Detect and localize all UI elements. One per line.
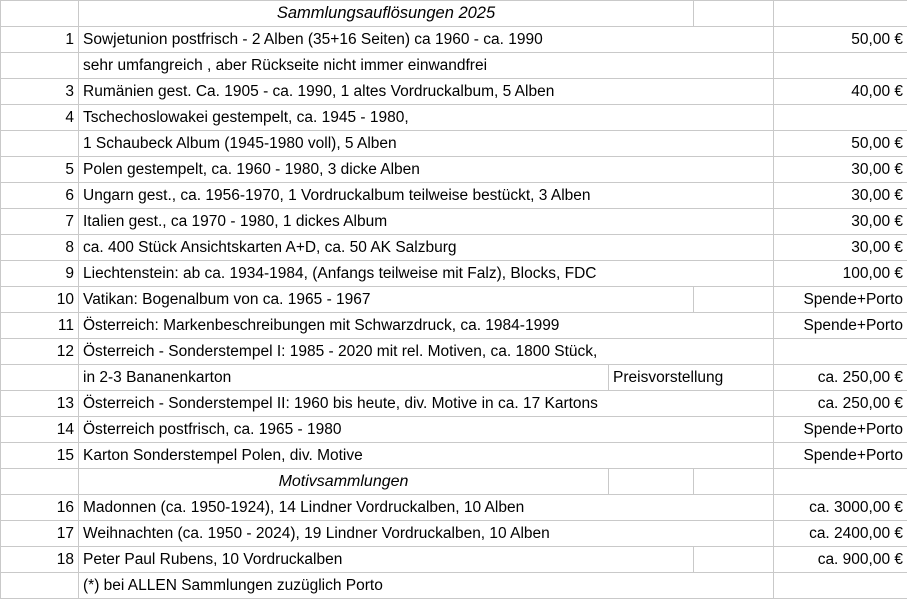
table-row — [1, 183, 907, 209]
table-row — [1, 521, 907, 547]
row-price — [774, 105, 907, 131]
row-number — [1, 131, 79, 157]
cell-empty — [774, 469, 907, 495]
table-row-title — [1, 1, 907, 27]
row-description: Peter Paul Rubens, 10 Vordruckalben — [79, 547, 694, 573]
cell-empty — [774, 573, 907, 599]
row-description: Österreich - Sonderstempel II: 1960 bis heute, div. Motive in ca. 17 Kartons — [79, 391, 774, 417]
row-price: ca. 250,00 € — [774, 365, 907, 391]
row-description: Rumänien gest. Ca. 1905 - ca. 1990, 1 altes Vordruckalbum, 5 Alben — [79, 79, 774, 105]
row-number: 6 — [1, 183, 79, 209]
price-note: Preisvorstellung — [609, 365, 774, 391]
cell-empty — [694, 287, 774, 313]
table-row — [1, 157, 907, 183]
table-row — [1, 443, 907, 469]
table-row — [1, 79, 907, 105]
row-number: 12 — [1, 339, 79, 365]
row-number: 14 — [1, 417, 79, 443]
row-description: Österreich postfrisch, ca. 1965 - 1980 — [79, 417, 774, 443]
row-number: 1 — [1, 27, 79, 53]
row-number: 18 — [1, 547, 79, 573]
row-description: Italien gest., ca 1970 - 1980, 1 dickes Album — [79, 209, 774, 235]
row-description: 1 Schaubeck Album (1945-1980 voll), 5 Alben — [79, 131, 774, 157]
table-row — [1, 287, 907, 313]
table-row — [1, 235, 907, 261]
row-price: ca. 2400,00 € — [774, 521, 907, 547]
row-description: Weihnachten (ca. 1950 - 2024), 19 Lindner Vordruckalben, 10 Alben — [79, 521, 774, 547]
row-price: 100,00 € — [774, 261, 907, 287]
table-row — [1, 27, 907, 53]
document-title: Sammlungsauflösungen 2025 — [79, 1, 694, 27]
cell-empty — [1, 469, 79, 495]
row-description: sehr umfangreich , aber Rückseite nicht immer einwandfrei — [79, 53, 774, 79]
table-row-footnote — [1, 573, 907, 599]
table-row — [1, 339, 907, 365]
table-row — [1, 547, 907, 573]
table-row — [1, 365, 907, 391]
row-number: 3 — [1, 79, 79, 105]
table-row — [1, 417, 907, 443]
row-description: Österreich: Markenbeschreibungen mit Schwarzdruck, ca. 1984-1999 — [79, 313, 774, 339]
section-heading: Motivsammlungen — [79, 469, 609, 495]
row-price: 50,00 € — [774, 27, 907, 53]
table-row — [1, 391, 907, 417]
row-price: 30,00 € — [774, 235, 907, 261]
table-row — [1, 131, 907, 157]
row-price: ca. 3000,00 € — [774, 495, 907, 521]
row-price: Spende+Porto — [774, 287, 907, 313]
row-description: Karton Sonderstempel Polen, div. Motive — [79, 443, 774, 469]
row-number: 5 — [1, 157, 79, 183]
cell-empty — [1, 1, 79, 27]
row-price: Spende+Porto — [774, 313, 907, 339]
row-number: 7 — [1, 209, 79, 235]
cell-empty — [694, 547, 774, 573]
row-number — [1, 365, 79, 391]
row-price: 50,00 € — [774, 131, 907, 157]
footnote: (*) bei ALLEN Sammlungen zuzüglich Porto — [79, 573, 774, 599]
row-number: 10 — [1, 287, 79, 313]
row-description: ca. 400 Stück Ansichtskarten A+D, ca. 50 AK Salzburg — [79, 235, 774, 261]
row-price: ca. 250,00 € — [774, 391, 907, 417]
row-price — [774, 53, 907, 79]
row-price: Spende+Porto — [774, 443, 907, 469]
row-description: in 2-3 Bananenkarton — [79, 365, 609, 391]
row-number: 17 — [1, 521, 79, 547]
row-number: 13 — [1, 391, 79, 417]
cell-empty — [774, 1, 907, 27]
row-description: Polen gestempelt, ca. 1960 - 1980, 3 dicke Alben — [79, 157, 774, 183]
cell-empty — [1, 573, 79, 599]
table-row — [1, 105, 907, 131]
row-price: 40,00 € — [774, 79, 907, 105]
row-price: Spende+Porto — [774, 417, 907, 443]
table-row — [1, 53, 907, 79]
row-number: 11 — [1, 313, 79, 339]
table-row — [1, 495, 907, 521]
row-number: 8 — [1, 235, 79, 261]
row-description: Österreich - Sonderstempel I: 1985 - 2020 mit rel. Motiven, ca. 1800 Stück, — [79, 339, 774, 365]
row-price: 30,00 € — [774, 183, 907, 209]
cell-empty — [694, 1, 774, 27]
row-price: 30,00 € — [774, 157, 907, 183]
table-row — [1, 313, 907, 339]
table-row — [1, 209, 907, 235]
row-number: 9 — [1, 261, 79, 287]
row-description: Sowjetunion postfrisch - 2 Alben (35+16 Seiten) ca 1960 - ca. 1990 — [79, 27, 774, 53]
row-description: Liechtenstein: ab ca. 1934-1984, (Anfangs teilweise mit Falz), Blocks, FDC — [79, 261, 774, 287]
row-price — [774, 339, 907, 365]
row-price: 30,00 € — [774, 209, 907, 235]
row-description: Ungarn gest., ca. 1956-1970, 1 Vordruckalbum teilweise bestückt, 3 Alben — [79, 183, 774, 209]
table-row — [1, 261, 907, 287]
row-description: Vatikan: Bogenalbum von ca. 1965 - 1967 — [79, 287, 694, 313]
row-description: Tschechoslowakei gestempelt, ca. 1945 - 1980, — [79, 105, 774, 131]
table-row-section — [1, 469, 907, 495]
cell-empty — [609, 469, 694, 495]
row-number: 16 — [1, 495, 79, 521]
row-number — [1, 53, 79, 79]
row-number: 4 — [1, 105, 79, 131]
row-price: ca. 900,00 € — [774, 547, 907, 573]
cell-empty — [694, 469, 774, 495]
row-number: 15 — [1, 443, 79, 469]
row-description: Madonnen (ca. 1950-1924), 14 Lindner Vordruckalben, 10 Alben — [79, 495, 774, 521]
